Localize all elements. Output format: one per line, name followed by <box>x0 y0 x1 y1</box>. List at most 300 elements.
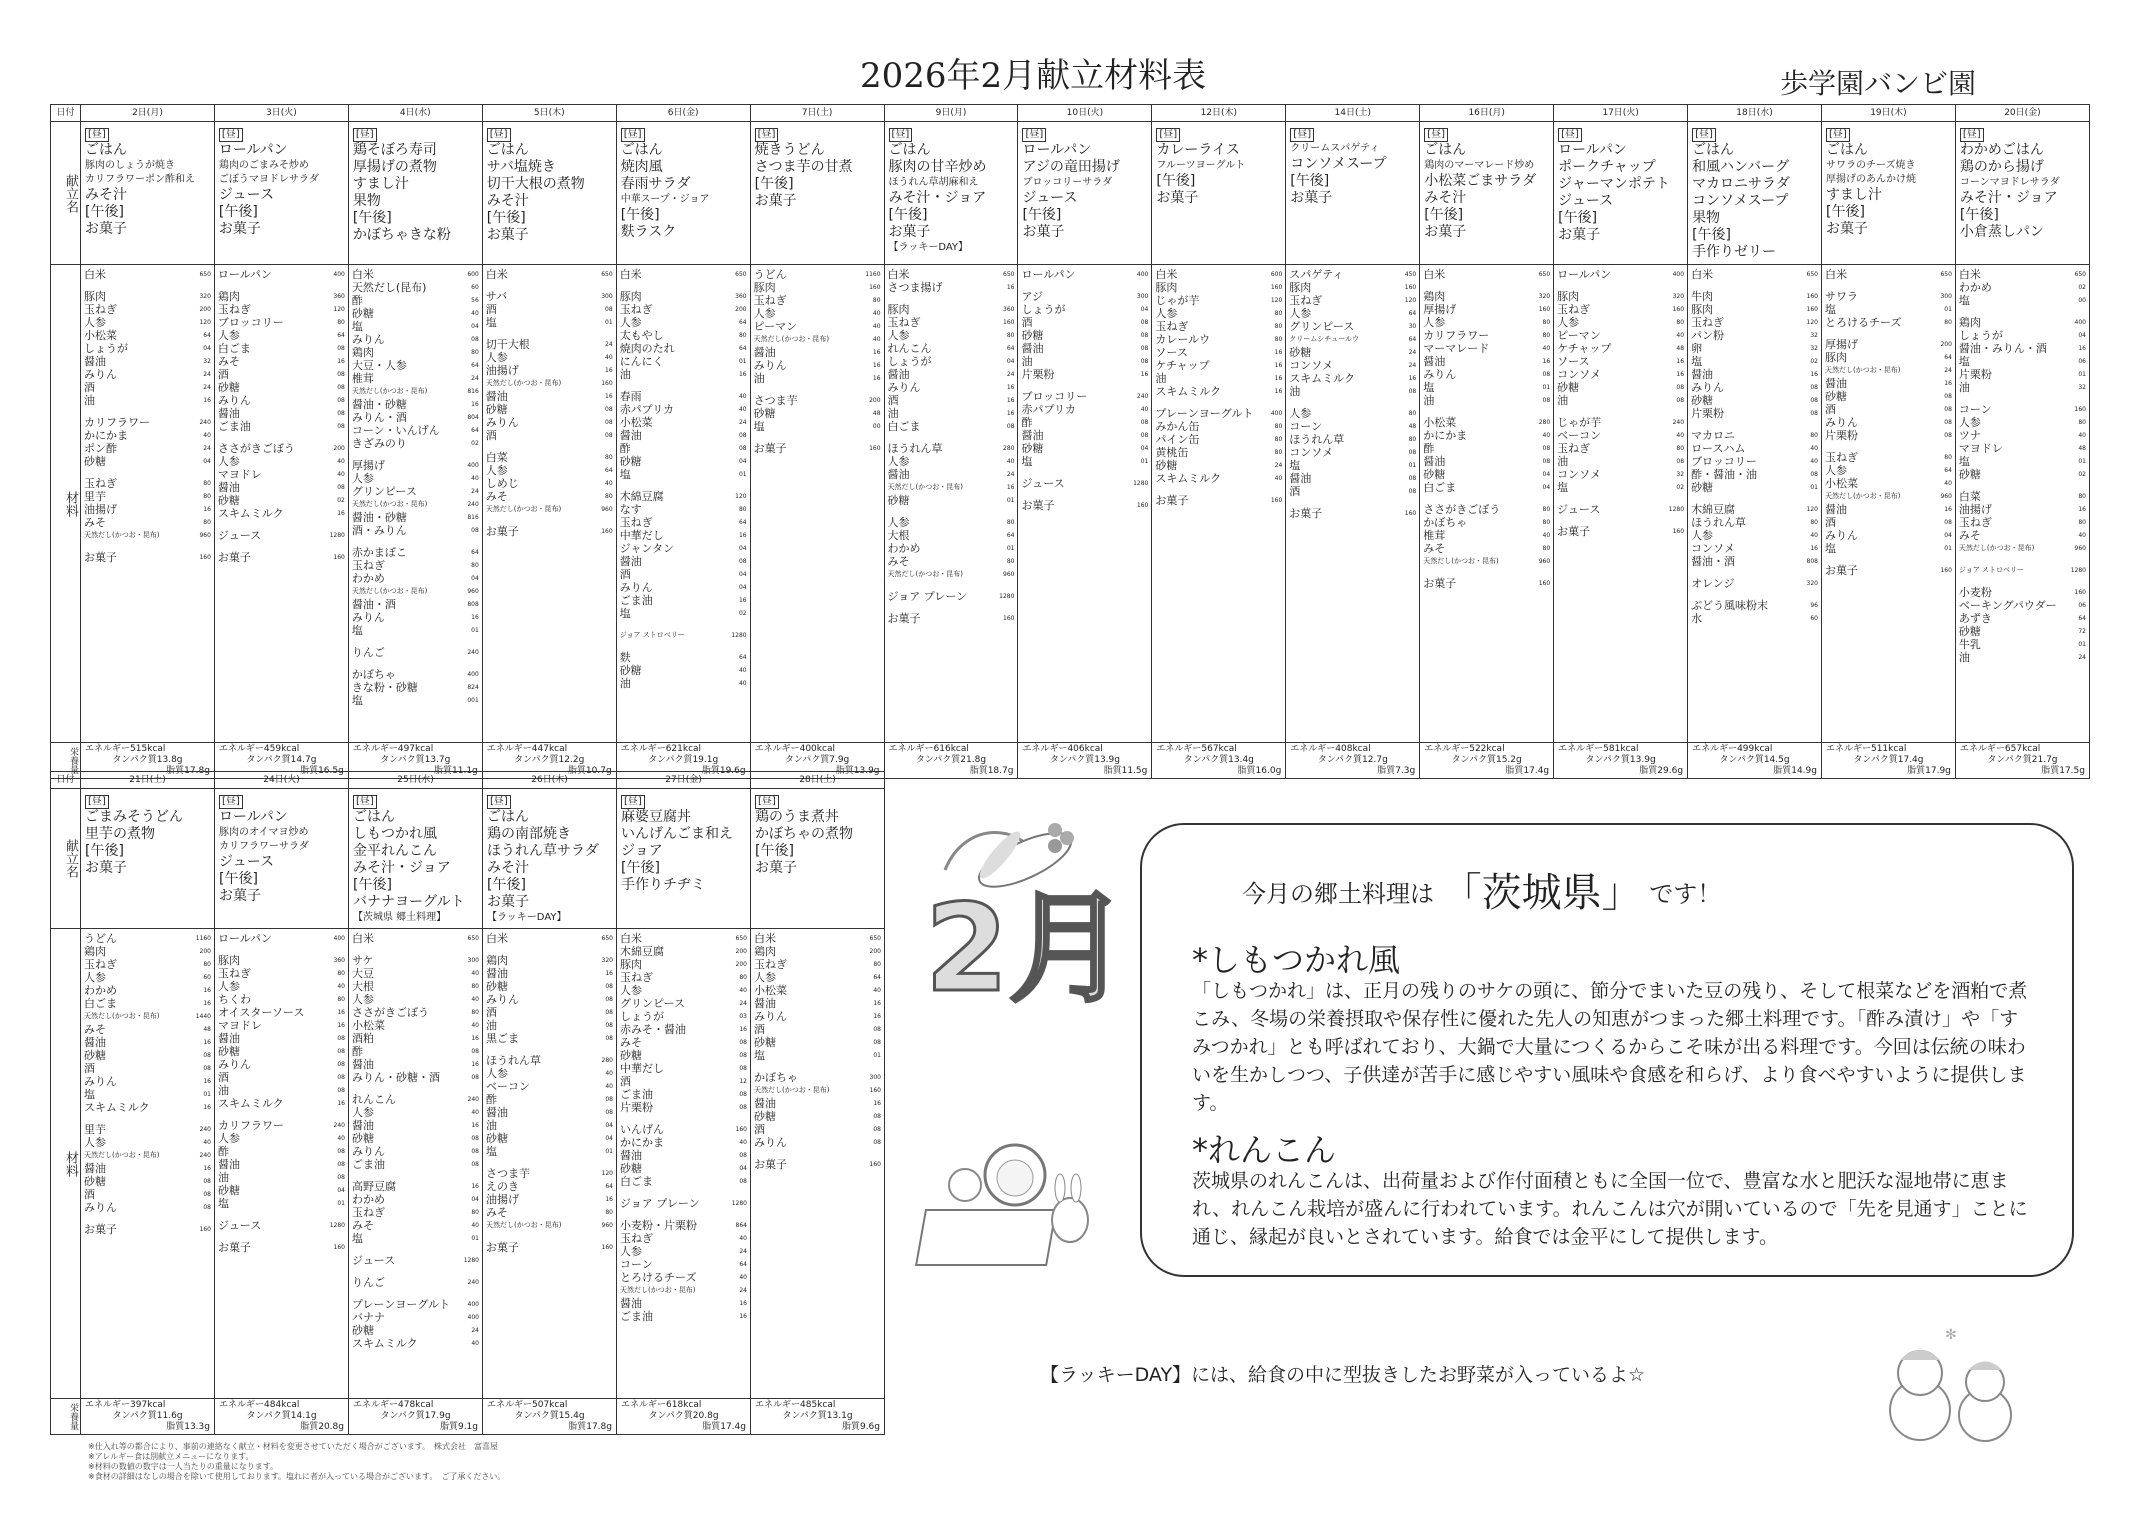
materials-cell <box>215 929 349 1399</box>
menu-item: [午後] <box>1022 207 1062 223</box>
ingredient-amount: 64 <box>739 1261 747 1268</box>
ingredient-row <box>486 1006 613 1019</box>
ingredient-row <box>486 1241 613 1254</box>
menu-item: マカロニサラダ <box>1692 176 1790 192</box>
ingredient-amount: 40 <box>203 1139 211 1146</box>
ingredient-amount: 1160 <box>865 271 881 278</box>
ingredient-row <box>1825 451 1952 464</box>
ingredient-amount: 40 <box>1542 432 1551 439</box>
ingredient-name: 白ごま <box>620 1175 653 1188</box>
ingredient-name: 砂糖 <box>217 494 240 507</box>
ingredient-amount: 02 <box>738 610 747 617</box>
day-header: 12日(木) <box>1152 105 1286 122</box>
ingredient-name: 里芋 <box>84 1123 106 1136</box>
ingredient-amount: 40 <box>1676 332 1685 339</box>
menu-item: ごはん <box>487 809 529 825</box>
ingredient-name: 砂糖 <box>84 1049 106 1062</box>
ingredient-amount: 16 <box>1140 371 1149 378</box>
ingredient-name: 玉ねぎ <box>1289 294 1323 307</box>
menu-item: [午後] <box>620 207 660 223</box>
footnotes <box>88 1442 505 1482</box>
ingredient-name: 醤油 <box>84 1162 106 1175</box>
ingredient-name: スキムミルク <box>1289 372 1355 385</box>
ingredient-amount: 40 <box>337 983 345 990</box>
ingredient-name: 人参 <box>217 329 240 342</box>
ingredient-amount: 24 <box>1408 349 1417 356</box>
ingredient-name: 塩 <box>351 624 363 637</box>
ingredient-name: 天然だし(かつお・昆布) <box>84 1151 160 1159</box>
ingredient-row <box>486 338 613 351</box>
ingredient-amount: 04 <box>337 1187 345 1194</box>
school-name: 歩学園バンビ園 <box>1780 67 1977 100</box>
ingredient-name: 豚肉 <box>218 954 240 967</box>
spacer <box>620 1114 747 1123</box>
ingredient-amount: 960 <box>1538 558 1551 565</box>
ingredient-name: プレーンヨーグルト <box>1155 407 1254 420</box>
menu-item: ロールパン <box>1558 142 1627 158</box>
ingredient-name: ごま油 <box>352 1158 385 1171</box>
ingredient-row <box>1155 433 1282 446</box>
ingredient-name: 大豆 <box>352 967 374 980</box>
ingredient-name: 小松菜 <box>1423 416 1457 429</box>
ingredient-row <box>1825 303 1952 316</box>
ingredient-amount: 120 <box>601 1170 613 1177</box>
ingredient-row <box>84 971 211 984</box>
menu-cell <box>751 789 885 929</box>
ingredient-row <box>352 546 479 559</box>
ingredient-row <box>1691 381 1818 394</box>
ingredient-row <box>1557 355 1684 368</box>
ingredient-amount: 40 <box>872 323 881 330</box>
ingredient-row <box>218 529 345 542</box>
ingredient-amount: 160 <box>601 528 613 535</box>
ingredient-row <box>1289 459 1416 472</box>
ingredient-amount: 1280 <box>731 1200 747 1207</box>
ingredient-amount: 80 <box>605 454 613 461</box>
ingredient-amount: 08 <box>1140 345 1149 352</box>
ingredient-amount: 24 <box>203 445 211 452</box>
spacer <box>352 1267 479 1276</box>
ingredient-row <box>1021 268 1148 281</box>
ingredient-row <box>218 1084 345 1097</box>
day-header: 18日(水) <box>1688 105 1822 122</box>
ingredient-name: みりん <box>218 1058 251 1071</box>
ingredient-name: 油 <box>218 1084 229 1097</box>
footnote: ※仕入れ等の都合により、事前の連絡なく献立・材料を変更させていただく場合がございます。 株式会社 富喜屋 <box>88 1442 499 1451</box>
ingredient-name: みそ <box>1958 529 1981 542</box>
ingredient-amount: 16 <box>1006 397 1015 404</box>
ingredient-amount: 24 <box>739 1287 747 1294</box>
materials-cell <box>81 929 215 1399</box>
menu-item: いんげんごま和え <box>621 826 733 842</box>
nutrition-value: 脂質11.5g <box>1103 766 1148 776</box>
menu-item: カレーライス <box>1156 142 1240 158</box>
ingredient-row <box>754 1158 881 1171</box>
ingredient-row <box>352 411 479 424</box>
ingredient-amount: 16 <box>203 1078 211 1085</box>
ingredient-row <box>1557 303 1684 316</box>
ingredient-amount: 06 <box>2078 358 2086 365</box>
meal-tag: [昼] <box>755 128 779 142</box>
ingredient-amount: 60 <box>1810 615 1818 622</box>
nutrition-value: タンパク質21.7g <box>1987 755 2058 765</box>
ingredient-name: バナナ <box>352 1311 385 1324</box>
ingredient-amount: 16 <box>872 362 881 369</box>
ingredient-row <box>754 320 881 333</box>
spacer <box>620 281 747 290</box>
materials-cell <box>81 265 215 743</box>
ingredient-name: 白米 <box>352 932 374 945</box>
ingredient-name: 油揚げ <box>485 364 519 377</box>
spacer <box>352 450 479 459</box>
ingredient-amount: 80 <box>1274 436 1283 443</box>
ingredient-name: うどん <box>753 268 787 281</box>
ingredient-amount: 01 <box>337 1200 345 1207</box>
menu-cell <box>214 122 348 265</box>
meal-tag: [昼] <box>85 128 109 142</box>
ingredient-name: 小松菜 <box>754 984 787 997</box>
ingredient-row <box>218 407 345 420</box>
ingredient-row <box>1557 442 1684 455</box>
ingredient-row <box>1691 555 1818 568</box>
ingredient-amount: 16 <box>203 1000 211 1007</box>
ingredient-row <box>84 1062 211 1075</box>
ingredient-name: みりん <box>352 1145 385 1158</box>
ingredient-name: みそ <box>486 1206 508 1219</box>
ingredient-amount: 08 <box>203 1178 211 1185</box>
ingredient-row <box>352 1006 479 1019</box>
ingredient-name: 人参 <box>620 984 642 997</box>
date-label: 日付 <box>51 772 81 789</box>
ingredient-name: ブロッコリー <box>217 316 284 329</box>
menu-cell <box>1152 122 1286 265</box>
ingredient-name: ごま油 <box>620 1088 653 1101</box>
ingredient-amount: 280 <box>1003 445 1015 452</box>
ingredient-amount: 64 <box>873 974 881 981</box>
ingredient-row <box>1423 381 1550 394</box>
ingredient-row <box>1423 394 1550 407</box>
ingredient-amount: 04 <box>471 575 479 582</box>
ingredient-amount: 160 <box>1003 615 1015 622</box>
day-header: 7日(土) <box>750 105 884 122</box>
ingredient-name: カリフラワー <box>218 1119 284 1132</box>
ingredient-amount: 240 <box>199 419 211 426</box>
ingredient-amount: 40 <box>471 970 479 977</box>
ingredient-row <box>352 1019 479 1032</box>
ingredient-row <box>1289 420 1416 433</box>
ingredient-row <box>352 967 479 980</box>
ingredient-row <box>754 932 881 945</box>
nutrition-value: 脂質19.6g <box>701 766 746 776</box>
menu-item: ごはん <box>486 142 529 158</box>
ingredient-amount: 08 <box>337 1035 345 1042</box>
spacer <box>84 1114 211 1123</box>
ingredient-name: 酢・醤油・油 <box>1691 468 1758 481</box>
ingredient-row <box>620 664 747 677</box>
meal-tag: [昼] <box>755 795 779 809</box>
ingredient-row <box>84 1175 211 1188</box>
ingredient-name: 黄桃缶 <box>1155 446 1189 459</box>
ingredient-amount: 08 <box>337 345 345 352</box>
ingredient-name: 醤油 <box>1824 503 1847 516</box>
ingredient-name: クリームシチュールウ <box>1289 335 1359 343</box>
ingredient-name: コンソメ <box>1557 368 1601 381</box>
nutrition-value: タンパク質13.8g <box>112 755 183 765</box>
ingredient-name: 片栗粉 <box>1021 368 1055 381</box>
ingredient-amount: 01 <box>2078 458 2086 465</box>
ingredient-name: 豚肉 <box>753 281 776 294</box>
ingredient-name: 白米 <box>486 932 508 945</box>
menu-item: フルーツヨーグルト <box>1156 160 1246 171</box>
ingredient-name: 酢 <box>351 294 363 307</box>
ingredient-amount: 40 <box>471 1109 479 1116</box>
spacer <box>352 1171 479 1180</box>
ingredient-name: 白米 <box>1824 268 1847 281</box>
ingredient-row <box>218 1019 345 1032</box>
ingredient-row <box>1289 446 1416 459</box>
ingredient-row <box>620 984 747 997</box>
spacer <box>1825 555 1952 564</box>
ingredient-name: 人参 <box>351 472 374 485</box>
ingredient-row <box>1691 577 1818 590</box>
ingredient-row <box>218 954 345 967</box>
ingredient-name: 醤油・酒 <box>351 598 396 611</box>
ingredient-name: わかめ <box>352 1193 385 1206</box>
ingredient-amount: 16 <box>739 1300 747 1307</box>
menu-item: [午後] <box>888 207 928 223</box>
ingredient-name: みりん <box>619 581 653 594</box>
ingredient-row <box>486 377 613 390</box>
ingredient-name: 砂糖 <box>619 455 642 468</box>
ingredient-amount: 80 <box>1408 436 1417 443</box>
ingredient-amount: 64 <box>203 332 211 339</box>
ingredient-row <box>352 294 479 307</box>
ingredient-amount: 80 <box>1274 310 1283 317</box>
ingredient-name: 小松菜 <box>352 1019 385 1032</box>
ingredient-row <box>888 455 1015 468</box>
ingredient-row <box>1691 529 1818 542</box>
ingredient-amount: 56 <box>471 297 479 304</box>
spacer <box>1021 381 1148 390</box>
ingredient-row <box>218 993 345 1006</box>
ingredient-name: 天然だし(かつお・昆布) <box>753 335 830 343</box>
ingredient-amount: 816 <box>467 388 479 395</box>
spacer <box>1691 590 1818 599</box>
day-header: 14日(土) <box>1286 105 1420 122</box>
ingredient-row <box>1423 368 1550 381</box>
ingredient-amount: 200 <box>333 445 345 452</box>
ingredient-name: 玉ねぎ <box>1824 451 1858 464</box>
ingredient-row <box>620 945 747 958</box>
menu-cell <box>1821 122 1955 265</box>
ingredient-row <box>218 1184 345 1197</box>
ingredient-name: 酒 <box>485 303 497 316</box>
ingredient-amount: 300 <box>467 957 479 964</box>
ingredient-amount: 08 <box>1140 358 1149 365</box>
menu-cell <box>1420 122 1554 265</box>
ingredient-name: 人参 <box>352 1106 374 1119</box>
ingredient-row <box>620 607 747 620</box>
ingredient-amount: 80 <box>1676 445 1685 452</box>
ingredient-amount: 04 <box>203 345 211 352</box>
spacer <box>1825 442 1952 451</box>
ingredient-row <box>620 455 747 468</box>
ingredient-amount: 04 <box>1140 445 1149 452</box>
menu-item: わかめごはん <box>1959 142 2044 158</box>
ingredient-row <box>1021 303 1148 316</box>
ingredient-name: 片栗粉 <box>1691 407 1725 420</box>
ingredient-name: 赤かまぼこ <box>351 546 407 559</box>
ingredient-row <box>486 1132 613 1145</box>
ingredient-amount: 40 <box>739 987 747 994</box>
ingredient-name: お菓子 <box>84 1223 117 1236</box>
menu-item: ジュース <box>1558 193 1614 209</box>
ingredient-amount: 200 <box>199 948 211 955</box>
ingredient-amount: 80 <box>738 332 747 339</box>
menu-item: [午後] <box>1290 173 1330 189</box>
ingredient-amount: 24 <box>1006 371 1015 378</box>
date-label: 日付 <box>51 105 81 122</box>
ingredient-row <box>754 1023 881 1036</box>
ingredient-amount: 08 <box>605 996 613 1003</box>
ingredient-name: 天然だし(かつお・昆布) <box>84 1012 160 1020</box>
ingredient-amount: 360 <box>1003 306 1015 313</box>
ingredient-name: 小松菜 <box>619 416 653 429</box>
ingredient-name: 砂糖 <box>1958 468 1981 481</box>
ingredient-row <box>486 1032 613 1045</box>
ingredient-row <box>1959 268 2086 281</box>
menu-item: みそ汁 <box>487 860 529 876</box>
ingredient-name: 玉ねぎ <box>84 477 117 490</box>
ingredient-row <box>352 472 479 485</box>
menu-cell <box>617 789 751 929</box>
ingredient-name: 酒 <box>84 1188 95 1201</box>
ingredient-amount: 16 <box>1810 371 1818 378</box>
section-title-shimotsukare: *しもつかれ風 <box>1192 941 1401 979</box>
ingredient-row <box>486 364 613 377</box>
ingredient-row <box>620 581 747 594</box>
ingredient-amount: 160 <box>2074 406 2086 413</box>
ingredient-name: 酒 <box>486 1006 497 1019</box>
ingredient-name: 醤油 <box>887 468 910 481</box>
ingredient-amount: 650 <box>1806 271 1818 278</box>
ingredient-amount: 08 <box>1006 423 1015 430</box>
menu-item: カリフラワーポン酢和え <box>85 174 195 185</box>
ingredient-row <box>1289 433 1416 446</box>
nutrition-cell <box>751 1399 885 1435</box>
nutrition-value: エネルギー459kcal <box>218 744 300 754</box>
menu-item: ジュース <box>1022 190 1078 206</box>
section-body-shimotsukare: 「しもつかれ」は、正月の残りのサケの頭に、節分でまいた豆の残り、そして根菜などを酒粕で煮こみ、冬場の栄養摂取や保存性に優れた先人の知恵がつまった郷土料理です。「酢み漬け」や「すみつかれ」とも呼ばれており、大鍋で大量につくるからこそ味が出る料理です。今回は伝統の味わいを生かしつつ、子供達が苦手に感じやすい風味や食感を和らげ、より食べやすいように提供します。 <box>1192 980 2028 1114</box>
ingredient-amount: 64 <box>471 427 479 434</box>
ingredient-amount: 24 <box>605 341 613 348</box>
ingredient-amount: 400 <box>467 671 479 678</box>
ingredient-row <box>1691 394 1818 407</box>
menu-item: お菓子 <box>218 221 261 237</box>
ingredient-name: 油揚げ <box>84 503 117 516</box>
ingredient-name: 塩 <box>486 1145 497 1158</box>
ingredient-row <box>1155 407 1282 420</box>
ingredient-amount: 08 <box>739 1065 747 1072</box>
menu-item: お菓子 <box>1022 224 1065 240</box>
ingredient-amount: 16 <box>471 1035 479 1042</box>
ingredient-row <box>754 420 881 433</box>
ingredient-row <box>620 568 747 581</box>
footnote: ※材料の数値の数字は一人当たりの重量になります。 <box>88 1462 279 1471</box>
ingredient-name: 木綿豆腐 <box>620 945 664 958</box>
ingredient-amount: 04 <box>738 458 747 465</box>
menu-item: コーンマヨドレサラダ <box>1959 177 2060 188</box>
ingredient-name: 人参 <box>485 351 508 364</box>
ingredient-row <box>1021 429 1148 442</box>
ingredient-row <box>620 1149 747 1162</box>
ingredient-name: 玉ねぎ <box>754 958 787 971</box>
ingredient-row <box>754 372 881 385</box>
ingredient-amount: 08 <box>1140 319 1149 326</box>
ingredient-amount: 80 <box>203 519 211 526</box>
ingredient-row <box>352 1093 479 1106</box>
ingredient-amount: 960 <box>601 506 613 513</box>
ingredient-amount: 240 <box>1136 393 1149 400</box>
ingredient-name: さつま芋 <box>753 394 798 407</box>
ingredient-name: 小松菜 <box>84 329 117 342</box>
ingredient-row <box>620 555 747 568</box>
ingredient-name: 人参 <box>619 316 642 329</box>
nutrition-value: 脂質17.8g <box>166 766 210 776</box>
ingredient-name: 白ごま <box>1423 481 1457 494</box>
nutrition-cell <box>483 1399 617 1435</box>
ingredient-row <box>218 932 345 945</box>
ingredient-name: ソース <box>1155 346 1188 359</box>
ingredient-name: 砂糖 <box>619 664 642 677</box>
ingredient-amount: 08 <box>1810 410 1818 417</box>
ingredient-row <box>84 477 211 490</box>
ingredient-name: 人参 <box>754 971 776 984</box>
meal-tag: [昼] <box>1156 128 1180 142</box>
ingredient-row <box>218 442 345 455</box>
ingredient-row <box>1155 346 1282 359</box>
spacer <box>218 1110 345 1119</box>
ingredient-name: 天然だし(かつお・昆布) <box>887 483 963 491</box>
ingredient-row <box>218 1071 345 1084</box>
ingredient-name: 小松菜 <box>1824 477 1858 490</box>
ingredient-name: 砂糖 <box>754 1036 776 1049</box>
ingredient-row <box>620 629 747 642</box>
ingredient-row <box>1155 472 1282 485</box>
ingredient-name: ささがきごぼう <box>1423 503 1501 516</box>
ingredient-name: サワラ <box>1824 290 1858 303</box>
ingredient-amount: 40 <box>1676 432 1685 439</box>
ingredient-name: 油 <box>1155 372 1167 385</box>
ingredient-row <box>754 281 881 294</box>
ingredient-row <box>352 1311 479 1324</box>
ingredient-name: 塩 <box>754 1049 765 1062</box>
ingredient-row <box>1021 316 1148 329</box>
ingredient-row <box>1289 385 1416 398</box>
materials-cell <box>751 929 885 1399</box>
ingredient-name: 油 <box>1423 394 1435 407</box>
ingredient-amount: 08 <box>739 1104 747 1111</box>
menu-item: お菓子 <box>487 894 529 910</box>
ingredient-name: 白米 <box>1958 268 1981 281</box>
ingredient-row <box>218 967 345 980</box>
menu-cell <box>349 789 483 929</box>
ingredient-amount: 08 <box>739 1152 747 1159</box>
ingredient-amount: 80 <box>1542 519 1551 526</box>
ingredient-row <box>486 1067 613 1080</box>
ingredient-amount: 80 <box>1810 519 1818 526</box>
ingredient-row <box>888 355 1015 368</box>
